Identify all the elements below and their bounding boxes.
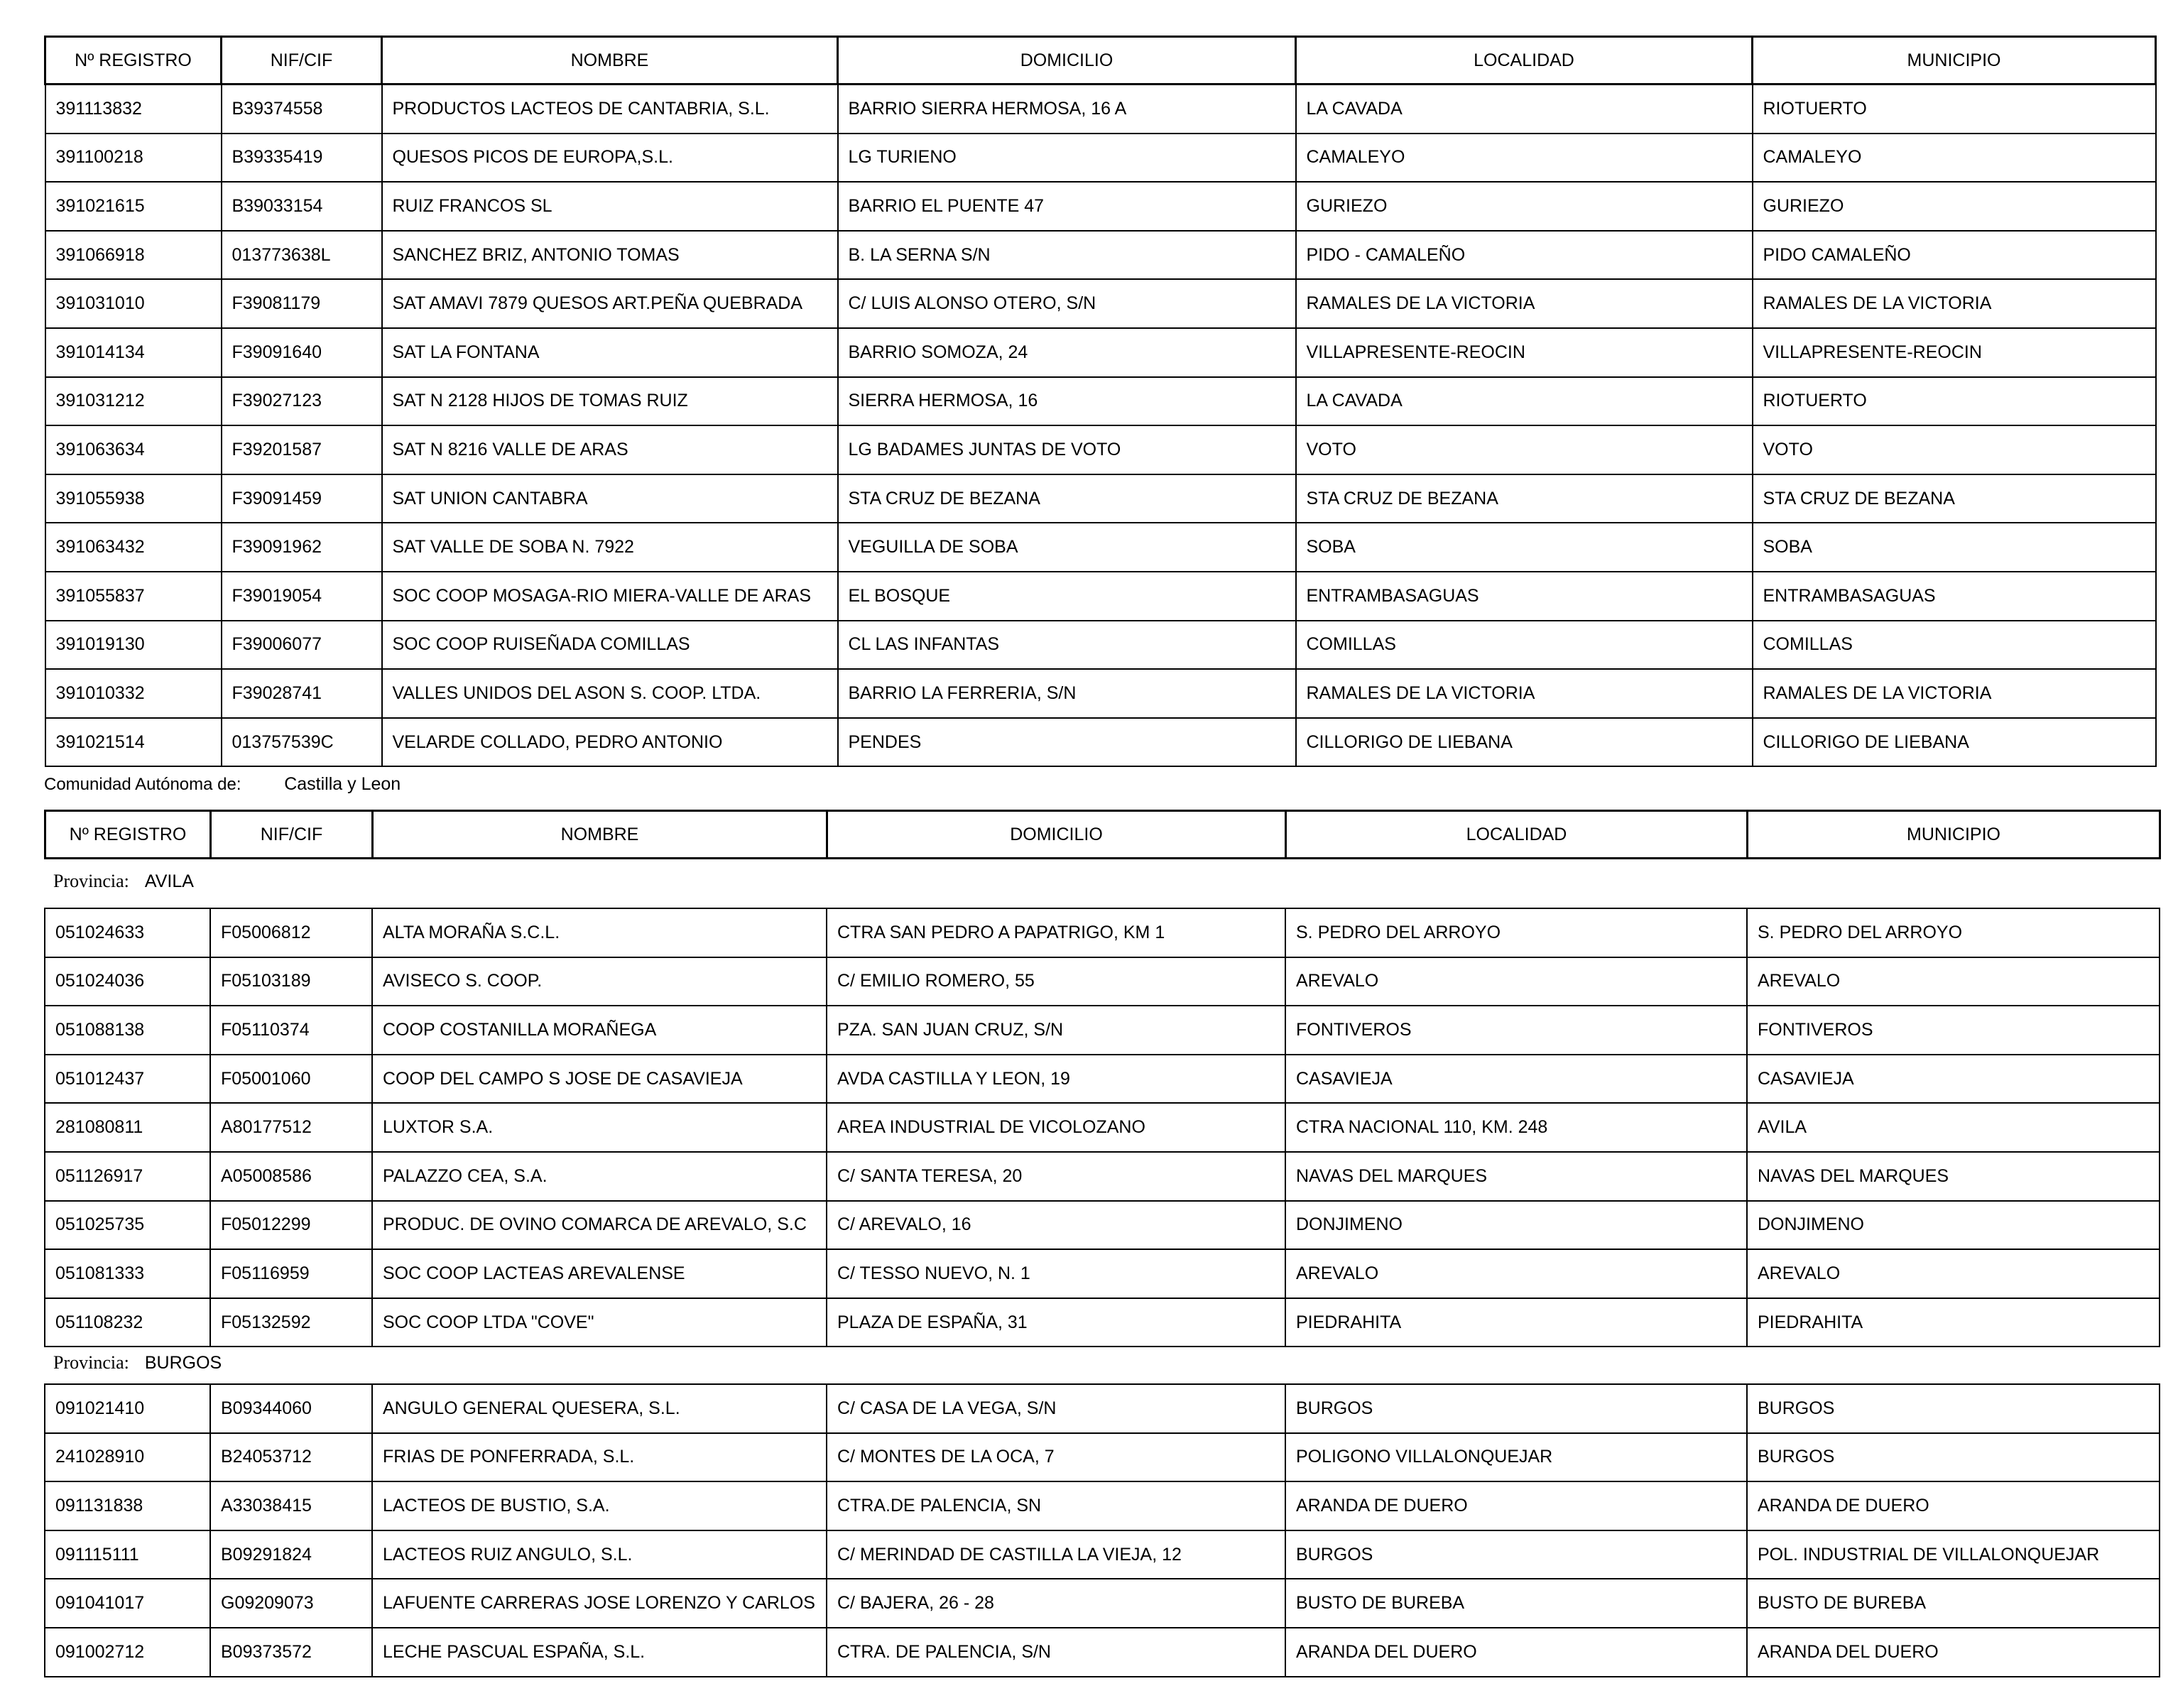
cell-municipio: RIOTUERTO — [1753, 377, 2156, 426]
province-label: Provincia: — [53, 1352, 129, 1373]
cell-nombre: SANCHEZ BRIZ, ANTONIO TOMAS — [382, 231, 838, 280]
cell-nif: F05132592 — [210, 1298, 372, 1347]
cell-municipio: S. PEDRO DEL ARROYO — [1747, 908, 2160, 957]
cell-registro: 051012437 — [45, 1055, 210, 1104]
table-row — [45, 279, 2156, 328]
cell-nombre: AVISECO S. COOP. — [372, 957, 827, 1006]
cell-nif: F39028741 — [222, 669, 382, 718]
table-row — [45, 85, 2156, 134]
cell-localidad: PIEDRAHITA — [1285, 1298, 1747, 1347]
cell-localidad: BURGOS — [1285, 1530, 1747, 1579]
cell-domicilio: LG TURIENO — [838, 134, 1296, 183]
cell-localidad: CILLORIGO DE LIEBANA — [1296, 718, 1753, 767]
cell-municipio: AREVALO — [1747, 1249, 2160, 1298]
cell-nif: B24053712 — [210, 1433, 372, 1482]
cell-nif: F05001060 — [210, 1055, 372, 1104]
cell-localidad: BURGOS — [1285, 1384, 1747, 1433]
cell-municipio: ARANDA DE DUERO — [1747, 1481, 2160, 1530]
cell-nif: B39033154 — [222, 182, 382, 231]
cell-nombre: ANGULO GENERAL QUESERA, S.L. — [372, 1384, 827, 1433]
province-name: AVILA — [144, 871, 194, 891]
cell-nombre: ALTA MORAÑA S.C.L. — [372, 908, 827, 957]
table-row — [45, 1433, 2160, 1482]
cell-registro: 091041017 — [45, 1579, 210, 1628]
cell-localidad: SOBA — [1296, 523, 1753, 572]
cell-domicilio: BARRIO SIERRA HERMOSA, 16 A — [838, 85, 1296, 134]
cell-nombre: SAT N 2128 HIJOS DE TOMAS RUIZ — [382, 377, 838, 426]
cell-registro: 391100218 — [45, 134, 222, 183]
cell-localidad: POLIGONO VILLALONQUEJAR — [1285, 1433, 1747, 1482]
table-row — [45, 1384, 2160, 1433]
cell-municipio: PIEDRAHITA — [1747, 1298, 2160, 1347]
cell-localidad: ENTRAMBASAGUAS — [1296, 572, 1753, 621]
cell-domicilio: C/ LUIS ALONSO OTERO, S/N — [838, 279, 1296, 328]
table-row — [45, 328, 2156, 377]
cell-registro: 391021615 — [45, 182, 222, 231]
cell-localidad: STA CRUZ DE BEZANA — [1296, 474, 1753, 523]
cell-localidad: LA CAVADA — [1296, 85, 1753, 134]
cell-municipio: VOTO — [1753, 425, 2156, 474]
table-row — [45, 134, 2156, 183]
cell-nif: B09373572 — [210, 1628, 372, 1677]
cell-nombre: COOP COSTANILLA MORAÑEGA — [372, 1006, 827, 1055]
cell-domicilio: C/ MERINDAD DE CASTILLA LA VIEJA, 12 — [827, 1530, 1285, 1579]
cell-municipio: VILLAPRESENTE-REOCIN — [1753, 328, 2156, 377]
col-registro: Nº REGISTRO — [45, 37, 222, 85]
table-row — [45, 231, 2156, 280]
castilla-header-table — [44, 810, 2161, 859]
cell-domicilio: C/ MONTES DE LA OCA, 7 — [827, 1433, 1285, 1482]
cell-nif: A33038415 — [210, 1481, 372, 1530]
cell-domicilio: PLAZA DE ESPAÑA, 31 — [827, 1298, 1285, 1347]
table-row — [45, 1579, 2160, 1628]
cell-registro: 091131838 — [45, 1481, 210, 1530]
cell-nombre: LAFUENTE CARRERAS JOSE LORENZO Y CARLOS — [372, 1579, 827, 1628]
cell-domicilio: CTRA SAN PEDRO A PAPATRIGO, KM 1 — [827, 908, 1285, 957]
cell-municipio: RAMALES DE LA VICTORIA — [1753, 669, 2156, 718]
col-registro: Nº REGISTRO — [45, 811, 211, 859]
col-domicilio: DOMICILIO — [838, 37, 1296, 85]
province-label: Provincia: — [53, 871, 129, 891]
table-row — [45, 1006, 2160, 1055]
table-row — [45, 425, 2156, 474]
cell-nombre: SOC COOP LTDA "COVE" — [372, 1298, 827, 1347]
cell-municipio: STA CRUZ DE BEZANA — [1753, 474, 2156, 523]
cell-localidad: CAMALEYO — [1296, 134, 1753, 183]
cell-nif: F39091962 — [222, 523, 382, 572]
col-municipio: MUNICIPIO — [1753, 37, 2156, 85]
cell-nombre: COOP DEL CAMPO S JOSE DE CASAVIEJA — [372, 1055, 827, 1104]
cell-registro: 281080811 — [45, 1103, 210, 1152]
cell-nombre: RUIZ FRANCOS SL — [382, 182, 838, 231]
cell-municipio: POL. INDUSTRIAL DE VILLALONQUEJAR — [1747, 1530, 2160, 1579]
cell-localidad: COMILLAS — [1296, 621, 1753, 670]
cell-localidad: ARANDA DE DUERO — [1285, 1481, 1747, 1530]
province-heading-avila — [53, 871, 194, 892]
cell-municipio: COMILLAS — [1753, 621, 2156, 670]
table-row — [45, 1103, 2160, 1152]
cell-domicilio: C/ BAJERA, 26 - 28 — [827, 1579, 1285, 1628]
cell-municipio: BURGOS — [1747, 1433, 2160, 1482]
col-localidad: LOCALIDAD — [1296, 37, 1753, 85]
cell-nombre: FRIAS DE PONFERRADA, S.L. — [372, 1433, 827, 1482]
table-row — [45, 718, 2156, 767]
table-row — [45, 1055, 2160, 1104]
cell-localidad: PIDO - CAMALEÑO — [1296, 231, 1753, 280]
cell-municipio: CILLORIGO DE LIEBANA — [1753, 718, 2156, 767]
cell-localidad: RAMALES DE LA VICTORIA — [1296, 669, 1753, 718]
cell-nombre: LUXTOR S.A. — [372, 1103, 827, 1152]
cell-localidad: NAVAS DEL MARQUES — [1285, 1152, 1747, 1201]
cell-nif: F39081179 — [222, 279, 382, 328]
table-row — [45, 523, 2156, 572]
cell-nombre: SOC COOP MOSAGA-RIO MIERA-VALLE DE ARAS — [382, 572, 838, 621]
cell-nif: F05006812 — [210, 908, 372, 957]
cell-nif: B09344060 — [210, 1384, 372, 1433]
cell-domicilio: EL BOSQUE — [838, 572, 1296, 621]
col-municipio: MUNICIPIO — [1748, 811, 2160, 859]
cell-localidad: VILLAPRESENTE-REOCIN — [1296, 328, 1753, 377]
cell-localidad: CASAVIEJA — [1285, 1055, 1747, 1104]
cell-localidad: VOTO — [1296, 425, 1753, 474]
cell-domicilio: B. LA SERNA S/N — [838, 231, 1296, 280]
cell-nombre: SAT VALLE DE SOBA N. 7922 — [382, 523, 838, 572]
cell-municipio: GURIEZO — [1753, 182, 2156, 231]
cell-domicilio: C/ AREVALO, 16 — [827, 1201, 1285, 1250]
cell-nombre: LACTEOS DE BUSTIO, S.A. — [372, 1481, 827, 1530]
burgos-table — [44, 1383, 2160, 1677]
table-row — [45, 182, 2156, 231]
cell-registro: 091115111 — [45, 1530, 210, 1579]
cell-localidad: BUSTO DE BUREBA — [1285, 1579, 1747, 1628]
cell-municipio: FONTIVEROS — [1747, 1006, 2160, 1055]
cell-nombre: PRODUC. DE OVINO COMARCA DE AREVALO, S.C — [372, 1201, 827, 1250]
cell-domicilio: BARRIO SOMOZA, 24 — [838, 328, 1296, 377]
cell-registro: 051024633 — [45, 908, 210, 957]
table-header — [45, 811, 2160, 859]
cell-nif: F05110374 — [210, 1006, 372, 1055]
cell-municipio: AVILA — [1747, 1103, 2160, 1152]
table-row — [45, 957, 2160, 1006]
table-row — [45, 1628, 2160, 1677]
table-row — [45, 669, 2156, 718]
cell-nif: F39091640 — [222, 328, 382, 377]
cell-nif: B09291824 — [210, 1530, 372, 1579]
cell-domicilio: PENDES — [838, 718, 1296, 767]
cell-municipio: CASAVIEJA — [1747, 1055, 2160, 1104]
cell-registro: 391063634 — [45, 425, 222, 474]
cell-nif: A80177512 — [210, 1103, 372, 1152]
cell-registro: 051025735 — [45, 1201, 210, 1250]
table-row — [45, 1201, 2160, 1250]
table-row — [45, 908, 2160, 957]
cell-registro: 391010332 — [45, 669, 222, 718]
cell-localidad: CTRA NACIONAL 110, KM. 248 — [1285, 1103, 1747, 1152]
cantabria-table — [44, 36, 2157, 767]
cell-nombre: VELARDE COLLADO, PEDRO ANTONIO — [382, 718, 838, 767]
cell-nif: F05103189 — [210, 957, 372, 1006]
cell-registro: 391055938 — [45, 474, 222, 523]
cell-municipio: NAVAS DEL MARQUES — [1747, 1152, 2160, 1201]
cell-registro: 051108232 — [45, 1298, 210, 1347]
col-nif: NIF/CIF — [222, 37, 382, 85]
cell-domicilio: LG BADAMES JUNTAS DE VOTO — [838, 425, 1296, 474]
cell-domicilio: PZA. SAN JUAN CRUZ, S/N — [827, 1006, 1285, 1055]
cell-nif: 013757539C — [222, 718, 382, 767]
cell-nombre: PRODUCTOS LACTEOS DE CANTABRIA, S.L. — [382, 85, 838, 134]
cell-nombre: SAT AMAVI 7879 QUESOS ART.PEÑA QUEBRADA — [382, 279, 838, 328]
cell-domicilio: AREA INDUSTRIAL DE VICOLOZANO — [827, 1103, 1285, 1152]
avila-table — [44, 908, 2160, 1347]
table-row — [45, 1152, 2160, 1201]
cell-localidad: RAMALES DE LA VICTORIA — [1296, 279, 1753, 328]
cell-municipio: ENTRAMBASAGUAS — [1753, 572, 2156, 621]
cell-registro: 391063432 — [45, 523, 222, 572]
cell-domicilio: CTRA.DE PALENCIA, SN — [827, 1481, 1285, 1530]
cell-nif: F39019054 — [222, 572, 382, 621]
cell-registro: 391031010 — [45, 279, 222, 328]
cell-domicilio: C/ SANTA TERESA, 20 — [827, 1152, 1285, 1201]
cell-municipio: AREVALO — [1747, 957, 2160, 1006]
cell-localidad: AREVALO — [1285, 1249, 1747, 1298]
cell-nif: F39091459 — [222, 474, 382, 523]
cell-nombre: LACTEOS RUIZ ANGULO, S.L. — [372, 1530, 827, 1579]
cell-nif: F39027123 — [222, 377, 382, 426]
cell-domicilio: AVDA CASTILLA Y LEON, 19 — [827, 1055, 1285, 1104]
cell-municipio: PIDO CAMALEÑO — [1753, 231, 2156, 280]
cell-registro: 391031212 — [45, 377, 222, 426]
cell-municipio: SOBA — [1753, 523, 2156, 572]
table-row — [45, 1481, 2160, 1530]
cell-nif: 013773638L — [222, 231, 382, 280]
cell-domicilio: SIERRA HERMOSA, 16 — [838, 377, 1296, 426]
cell-nombre: LECHE PASCUAL ESPAÑA, S.L. — [372, 1628, 827, 1677]
table-row — [45, 621, 2156, 670]
table-row — [45, 377, 2156, 426]
cell-nif: F05012299 — [210, 1201, 372, 1250]
cell-registro: 051024036 — [45, 957, 210, 1006]
cell-municipio: CAMALEYO — [1753, 134, 2156, 183]
col-nombre: NOMBRE — [382, 37, 838, 85]
cell-localidad: ARANDA DEL DUERO — [1285, 1628, 1747, 1677]
community-label-text: Comunidad Autónoma de: — [44, 775, 241, 794]
cell-nombre: SAT UNION CANTABRA — [382, 474, 838, 523]
table-row — [45, 572, 2156, 621]
cell-domicilio: BARRIO EL PUENTE 47 — [838, 182, 1296, 231]
cell-localidad: AREVALO — [1285, 957, 1747, 1006]
cell-registro: 051081333 — [45, 1249, 210, 1298]
cell-municipio: RAMALES DE LA VICTORIA — [1753, 279, 2156, 328]
cell-nif: F05116959 — [210, 1249, 372, 1298]
cell-localidad: GURIEZO — [1296, 182, 1753, 231]
col-domicilio: DOMICILIO — [827, 811, 1286, 859]
cell-municipio: RIOTUERTO — [1753, 85, 2156, 134]
cell-nombre: PALAZZO CEA, S.A. — [372, 1152, 827, 1201]
cell-localidad: FONTIVEROS — [1285, 1006, 1747, 1055]
col-nif: NIF/CIF — [211, 811, 373, 859]
cell-nombre: SAT LA FONTANA — [382, 328, 838, 377]
col-nombre: NOMBRE — [373, 811, 827, 859]
cell-nif: A05008586 — [210, 1152, 372, 1201]
table-row — [45, 474, 2156, 523]
cell-domicilio: C/ EMILIO ROMERO, 55 — [827, 957, 1285, 1006]
province-name: BURGOS — [144, 1353, 222, 1373]
cell-municipio: DONJIMENO — [1747, 1201, 2160, 1250]
cell-localidad: LA CAVADA — [1296, 377, 1753, 426]
table-row — [45, 1530, 2160, 1579]
table-row — [45, 1249, 2160, 1298]
cell-registro: 051088138 — [45, 1006, 210, 1055]
cell-municipio: BUSTO DE BUREBA — [1747, 1579, 2160, 1628]
cell-registro: 091021410 — [45, 1384, 210, 1433]
province-heading-burgos — [53, 1352, 222, 1374]
cell-registro: 391014134 — [45, 328, 222, 377]
cell-nif: B39374558 — [222, 85, 382, 134]
cell-domicilio: CL LAS INFANTAS — [838, 621, 1296, 670]
cell-domicilio: VEGUILLA DE SOBA — [838, 523, 1296, 572]
cell-domicilio: C/ CASA DE LA VEGA, S/N — [827, 1384, 1285, 1433]
cell-domicilio: STA CRUZ DE BEZANA — [838, 474, 1296, 523]
cell-nif: F39006077 — [222, 621, 382, 670]
cell-localidad: DONJIMENO — [1285, 1201, 1747, 1250]
community-name: Castilla y Leon — [284, 774, 401, 794]
cell-localidad: S. PEDRO DEL ARROYO — [1285, 908, 1747, 957]
cell-domicilio: C/ TESSO NUEVO, N. 1 — [827, 1249, 1285, 1298]
cell-domicilio: BARRIO LA FERRERIA, S/N — [838, 669, 1296, 718]
cell-registro: 051126917 — [45, 1152, 210, 1201]
cell-registro: 391113832 — [45, 85, 222, 134]
cell-domicilio: CTRA. DE PALENCIA, S/N — [827, 1628, 1285, 1677]
cell-nombre: VALLES UNIDOS DEL ASON S. COOP. LTDA. — [382, 669, 838, 718]
table-header — [45, 37, 2156, 85]
cell-registro: 241028910 — [45, 1433, 210, 1482]
col-localidad: LOCALIDAD — [1286, 811, 1748, 859]
community-label — [44, 774, 401, 795]
cell-municipio: BURGOS — [1747, 1384, 2160, 1433]
cell-registro: 091002712 — [45, 1628, 210, 1677]
cell-municipio: ARANDA DEL DUERO — [1747, 1628, 2160, 1677]
cell-nif: F39201587 — [222, 425, 382, 474]
cell-registro: 391066918 — [45, 231, 222, 280]
cell-nif: G09209073 — [210, 1579, 372, 1628]
cell-nombre: SOC COOP RUISEÑADA COMILLAS — [382, 621, 838, 670]
cell-nombre: QUESOS PICOS DE EUROPA,S.L. — [382, 134, 838, 183]
cell-registro: 391019130 — [45, 621, 222, 670]
cell-registro: 391021514 — [45, 718, 222, 767]
cell-nombre: SOC COOP LACTEAS AREVALENSE — [372, 1249, 827, 1298]
table-row — [45, 1298, 2160, 1347]
cell-registro: 391055837 — [45, 572, 222, 621]
cell-nif: B39335419 — [222, 134, 382, 183]
cell-nombre: SAT N 8216 VALLE DE ARAS — [382, 425, 838, 474]
